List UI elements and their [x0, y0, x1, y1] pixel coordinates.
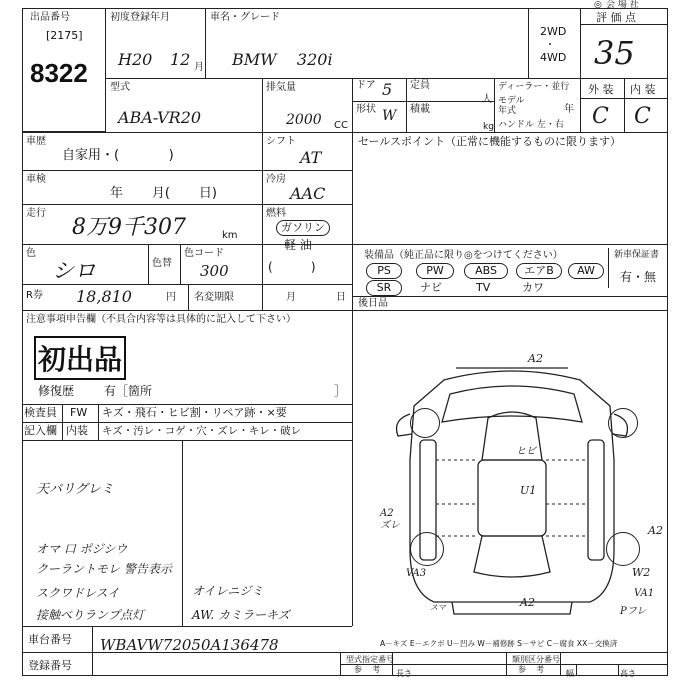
mark-left-front: VA3	[406, 568, 427, 579]
class-label2: 参 考	[518, 665, 545, 674]
warranty-value: 有・無	[620, 270, 657, 284]
exterior-label: 外 装	[588, 83, 614, 96]
recycle-unit: 円	[166, 292, 176, 303]
shift-value: AT	[300, 148, 322, 167]
equip-sr: SR	[366, 280, 402, 296]
mark-roof-crack: ヒビ	[516, 446, 536, 457]
wheel-rear-left	[410, 532, 444, 566]
capacity-unit: 人	[482, 94, 492, 105]
repair-label: 修復歴	[38, 384, 75, 398]
grade-value: 35	[594, 34, 635, 72]
warranty-label: 新車保証書	[614, 250, 660, 260]
name-change-month: 月	[286, 292, 296, 303]
mark-rear-bottom: A2	[520, 596, 535, 609]
sales-label: セールスポイント（正常に機能するものに限ります）	[358, 135, 622, 148]
lot-number: 8322	[30, 58, 88, 88]
doors-label: ドア	[356, 80, 376, 91]
inspector-fw: FW	[70, 406, 88, 419]
equip-aw: AW	[568, 263, 604, 279]
inspector-label2: 記入欄	[24, 424, 57, 437]
note-6: オイレニジミ	[192, 584, 264, 598]
note-4: スクワドレスイ	[36, 586, 120, 600]
load-label: 積載	[410, 104, 430, 115]
damage-legend: A－キズ E－エクボ U－凹み W－補修跡 S－サビ C－腐食 XX－交換済	[380, 639, 618, 648]
model-label: 型式	[110, 82, 130, 93]
drive-2wd: 2WD	[540, 25, 567, 38]
interior-label: 内 装	[630, 83, 656, 96]
vin-value: WBAVW72050A136478	[100, 636, 279, 654]
fuel-paren: ( )	[268, 260, 316, 274]
corner-text: 会 場 社	[606, 0, 639, 10]
inspector-interior: 内装	[66, 424, 88, 437]
shape-label: 形状	[356, 104, 376, 115]
model-year-label2: 年式	[498, 106, 517, 116]
model-value: ABA-VR20	[118, 108, 202, 127]
equip-navi: ナビ	[420, 281, 442, 294]
dealer-label: ディーラー・並行	[498, 82, 570, 92]
mileage-label: 走行	[26, 208, 46, 219]
wheel-front-right	[608, 408, 638, 438]
exterior-value: C	[592, 104, 609, 129]
color-change-label: 色替	[152, 258, 172, 269]
inspector-row1: キズ・飛石・ヒビ割・リペア跡・×要	[102, 406, 287, 419]
fuel-diesel: 軽 油	[284, 238, 312, 252]
height-label: 高さ	[620, 669, 636, 678]
equip-airbag: エアB	[516, 263, 562, 279]
first-reg-unit: 月	[194, 62, 204, 73]
color-value: シロ	[52, 259, 97, 284]
capacity-label: 定員	[410, 80, 430, 91]
rear-seat-label: 後日品	[358, 298, 388, 309]
note-5: 接触べりランプ点灯	[36, 608, 145, 622]
vin-label: 車台番号	[28, 633, 72, 646]
recycle-value: 18,810	[76, 287, 132, 306]
type-label: 型式指定番号	[346, 655, 394, 664]
equip-abs: ABS	[464, 263, 508, 279]
car-name-label: 車名・グレード	[210, 12, 280, 23]
mileage-value: 8万9千307	[72, 215, 186, 240]
wheel-rear-right	[606, 532, 640, 566]
class-label: 類別区分番号	[512, 655, 560, 664]
registration-label: 登録番号	[28, 659, 72, 672]
drive-4wd: 4WD	[540, 51, 567, 64]
mark-left-bottom: スマ	[430, 603, 446, 612]
equip-ps: PS	[366, 263, 402, 279]
aircon-label: 冷房	[266, 174, 286, 185]
drive-dot: ・	[545, 40, 555, 51]
name-change-day: 日	[336, 292, 346, 303]
note-2: オマ 口 ポジシウ	[36, 542, 128, 556]
notes-label: 注意事項申告欄（不具合内容等は具体的に記入して下さい）	[26, 314, 296, 325]
equip-tv: TV	[476, 281, 491, 294]
mark-front-top: A2	[528, 352, 543, 365]
model-year-unit: 年	[564, 104, 574, 115]
equip-leather: カワ	[522, 281, 544, 294]
recycle-label: R券	[26, 290, 43, 301]
inspector-row2: キズ・汚レ・コゲ・穴・ズレ・キレ・破レ	[102, 425, 302, 437]
car-name-value: BMW 320i	[232, 50, 333, 69]
mileage-unit: km	[222, 230, 238, 241]
color-code-value: 300	[200, 262, 229, 280]
model-year-label: モデル	[498, 96, 525, 106]
grade-label: 評 価 点	[596, 11, 636, 24]
corner-mark: ◎	[594, 0, 602, 10]
doors-value: 5	[382, 80, 393, 99]
color-label: 色	[26, 248, 36, 259]
lot-label: 出品番号	[30, 12, 70, 23]
mark-left-side: A2 ズレ	[380, 508, 400, 531]
first-reg-label: 初度登録年月	[110, 12, 170, 23]
mark-right-va1: VA1	[634, 588, 655, 599]
note-7: AW. カミラーキズ	[192, 608, 290, 622]
shape-value: W	[382, 108, 397, 124]
inspection-label: 車検	[26, 174, 46, 185]
wheel-front-left	[410, 408, 440, 438]
mark-right-w2: W2	[632, 566, 651, 579]
repair-close: ］	[334, 384, 347, 398]
car-damage-diagram	[352, 310, 668, 626]
width-label: 幅	[566, 669, 574, 678]
handle-label: ハンドル 左・右	[498, 120, 564, 130]
lot-sub: [2175]	[46, 29, 83, 42]
length-label: 長さ	[396, 669, 412, 678]
first-reg-value: H20	[118, 50, 153, 69]
repair-value: 有［箇所	[104, 384, 153, 398]
mark-right-pole: Pフレ	[620, 606, 647, 617]
aircon-value: AAC	[290, 184, 326, 203]
first-reg-month: 12	[170, 50, 191, 69]
displacement-label: 排気量	[266, 82, 296, 93]
history-label: 車歴	[26, 136, 46, 147]
equip-pw: PW	[416, 263, 454, 279]
note-1: 天バリグレミ	[36, 482, 114, 497]
color-code-label: 色コード	[184, 248, 224, 259]
displacement-value: 2000	[286, 112, 322, 128]
history-value: 自家用・( )	[62, 148, 174, 163]
inspector-label1: 検査員	[24, 406, 57, 419]
name-change-label: 名変期限	[194, 292, 234, 303]
equip-label: 装備品（純正品に限り◎をつけてください）	[364, 250, 563, 261]
first-listing-stamp: 初出品	[34, 336, 126, 380]
mark-roof-u1: U1	[520, 484, 537, 497]
fuel-gasoline-circled: ガソリン	[276, 220, 330, 236]
fuel-label: 燃料	[266, 208, 286, 219]
type-label2: 参 考	[354, 665, 381, 674]
mark-right-front: A2	[648, 524, 663, 537]
load-unit: kg	[483, 122, 494, 132]
interior-value: C	[634, 104, 651, 129]
shift-label: シフト	[266, 136, 296, 147]
displacement-unit: CC	[334, 120, 348, 131]
inspection-value: 年 月( 日)	[110, 186, 217, 201]
note-3: クーラントモレ 警告表示	[36, 562, 172, 576]
